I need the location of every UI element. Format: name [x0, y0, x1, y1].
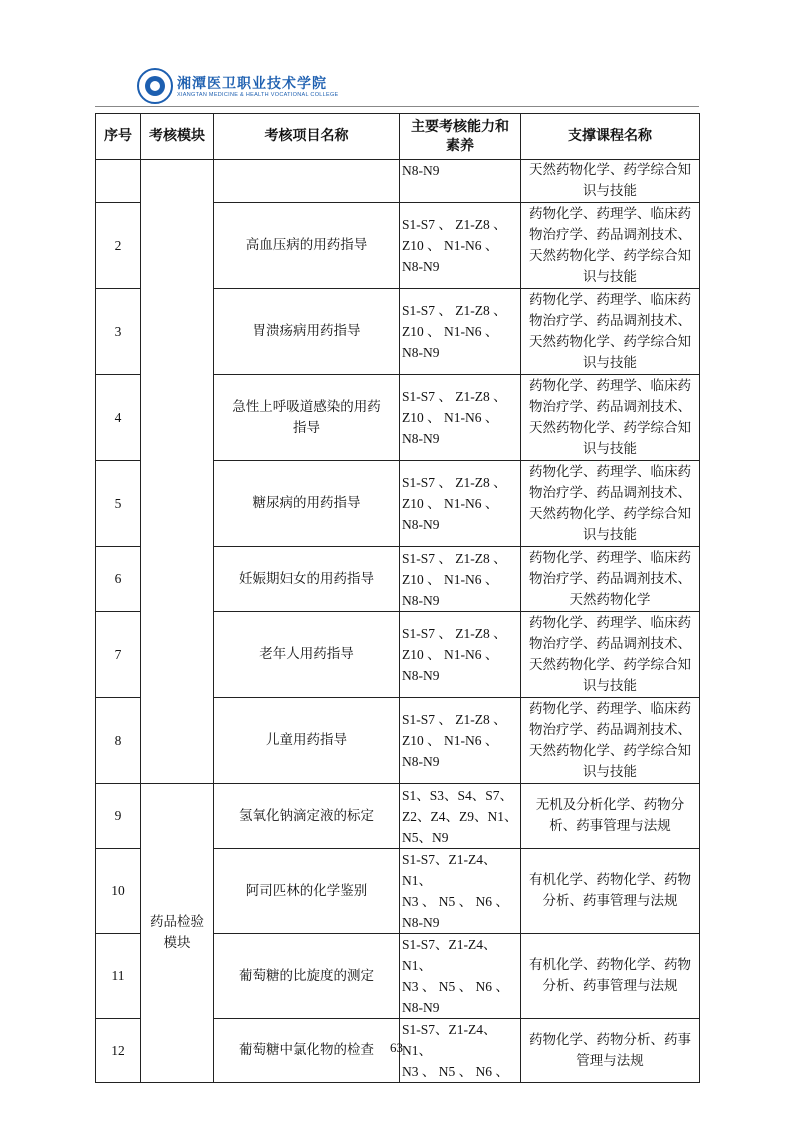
row-courses: 有机化学、药物化学、药物 分析、药事管理与法规	[521, 934, 700, 1019]
row-number: 7	[96, 612, 141, 698]
row-number: 12	[96, 1019, 141, 1083]
row-courses: 有机化学、药物化学、药物 分析、药事管理与法规	[521, 849, 700, 934]
module-cell-drug-testing: 药品检验 模块	[141, 784, 214, 1083]
assessment-table	[95, 113, 700, 1083]
row-item: 阿司匹林的化学鉴别	[214, 849, 400, 934]
school-logo	[137, 65, 339, 111]
row-ability: S1-S7 、 Z1-Z8 、 Z10 、 N1-N6 、 N8-N9	[400, 461, 521, 547]
module-cell-continued	[141, 160, 214, 784]
col-header-item: 考核项目名称	[214, 114, 400, 160]
row-item: 老年人用药指导	[214, 612, 400, 698]
row-ability: S1-S7 、 Z1-Z8 、 Z10 、 N1-N6 、 N8-N9	[400, 547, 521, 612]
row-number: 10	[96, 849, 141, 934]
row-number: 2	[96, 203, 141, 289]
table-row	[96, 160, 700, 203]
col-header-ability: 主要考核能力和 素养	[400, 114, 521, 160]
row-ability: S1-S7 、 Z1-Z8 、 Z10 、 N1-N6 、 N8-N9	[400, 203, 521, 289]
table-row	[96, 784, 700, 849]
page-number: 63	[390, 1040, 403, 1055]
row-item: 氢氧化钠滴定液的标定	[214, 784, 400, 849]
row-ability: S1-S7、Z1-Z4、N1、 N3 、 N5 、 N6 、 N8-N9	[400, 849, 521, 934]
row-ability: S1-S7、Z1-Z4、N1、 N3 、 N5 、 N6 、 N8-N9	[400, 934, 521, 1019]
row-item	[214, 160, 400, 203]
row-item: 高血压病的用药指导	[214, 203, 400, 289]
row-number: 5	[96, 461, 141, 547]
row-number: 11	[96, 934, 141, 1019]
row-ability: S1-S7 、 Z1-Z8 、 Z10 、 N1-N6 、 N8-N9	[400, 375, 521, 461]
row-courses: 天然药物化学、药学综合知 识与技能	[521, 160, 700, 203]
col-header-number: 序号	[96, 114, 141, 160]
row-ability: N8-N9	[400, 160, 521, 203]
col-header-courses: 支撑课程名称	[521, 114, 700, 160]
row-ability: S1-S7、Z1-Z4、N1、 N3 、 N5 、 N6 、	[400, 1019, 521, 1083]
row-item: 糖尿病的用药指导	[214, 461, 400, 547]
row-item: 儿童用药指导	[214, 698, 400, 784]
row-number: 3	[96, 289, 141, 375]
row-courses: 药物化学、药理学、临床药 物治疗学、药品调剂技术、 天然药物化学、药学综合知 识与技能	[521, 203, 700, 289]
row-courses: 药物化学、药理学、临床药 物治疗学、药品调剂技术、 天然药物化学、药学综合知 识与技能	[521, 375, 700, 461]
row-courses: 药物化学、药理学、临床药 物治疗学、药品调剂技术、 天然药物化学	[521, 547, 700, 612]
row-item: 急性上呼吸道感染的用药 指导	[214, 375, 400, 461]
row-courses: 药物化学、药理学、临床药 物治疗学、药品调剂技术、 天然药物化学、药学综合知 识与技能	[521, 612, 700, 698]
row-item: 胃溃疡病用药指导	[214, 289, 400, 375]
row-item: 葡萄糖的比旋度的测定	[214, 934, 400, 1019]
row-number: 8	[96, 698, 141, 784]
row-courses: 药物化学、药理学、临床药 物治疗学、药品调剂技术、 天然药物化学、药学综合知 识与技能	[521, 698, 700, 784]
row-number: 6	[96, 547, 141, 612]
col-header-module: 考核模块	[141, 114, 214, 160]
row-item: 妊娠期妇女的用药指导	[214, 547, 400, 612]
school-name: 湘潭医卫职业技术学院	[177, 76, 327, 92]
row-courses: 药物化学、药物分析、药事 管理与法规	[521, 1019, 700, 1083]
header-divider	[95, 106, 699, 107]
row-ability: S1-S7 、 Z1-Z8 、 Z10 、 N1-N6 、 N8-N9	[400, 612, 521, 698]
row-courses: 药物化学、药理学、临床药 物治疗学、药品调剂技术、 天然药物化学、药学综合知 识与技能	[521, 461, 700, 547]
row-ability: S1、S3、S4、S7、 Z2、Z4、Z9、N1、 N5、N9	[400, 784, 521, 849]
row-item: 葡萄糖中氯化物的检查	[214, 1019, 400, 1083]
row-courses: 无机及分析化学、药物分 析、药事管理与法规	[521, 784, 700, 849]
table-header-row	[96, 114, 700, 160]
row-courses: 药物化学、药理学、临床药 物治疗学、药品调剂技术、 天然药物化学、药学综合知 识与技能	[521, 289, 700, 375]
school-emblem-icon	[137, 68, 173, 104]
school-name-en: XIANGTAN MEDICINE & HEALTH VOCATIONAL COLLEGE	[177, 92, 339, 98]
row-number: 4	[96, 375, 141, 461]
row-ability: S1-S7 、 Z1-Z8 、 Z10 、 N1-N6 、 N8-N9	[400, 289, 521, 375]
row-number: 9	[96, 784, 141, 849]
row-number	[96, 160, 141, 203]
row-ability: S1-S7 、 Z1-Z8 、 Z10 、 N1-N6 、 N8-N9	[400, 698, 521, 784]
